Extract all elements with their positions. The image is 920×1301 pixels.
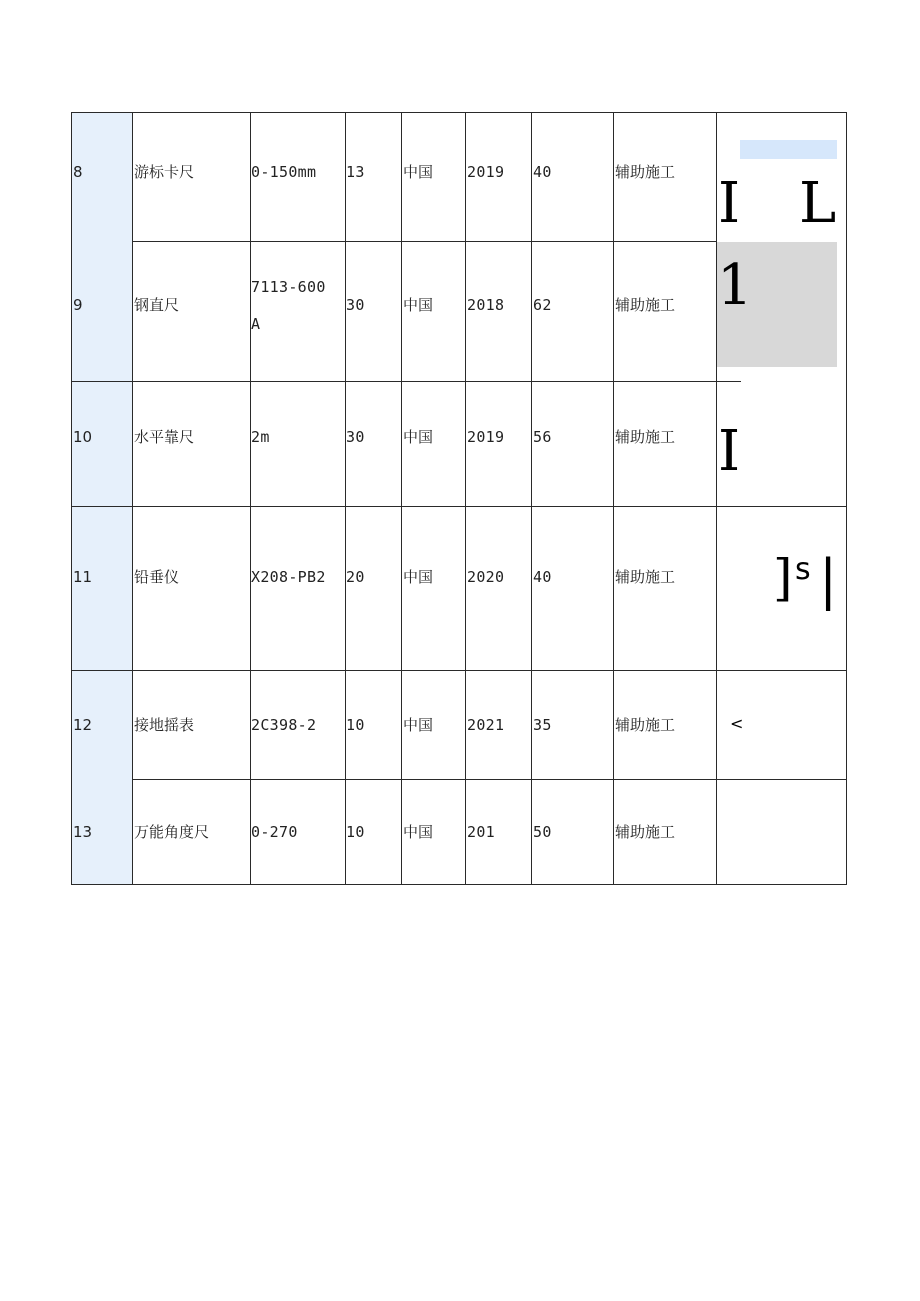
highlight-bar xyxy=(740,140,837,159)
col-divider xyxy=(401,112,402,885)
col-divider xyxy=(250,112,251,885)
artifact-glyph: I xyxy=(718,419,741,484)
artifact-glyph: L xyxy=(799,171,837,236)
cell-name: 接地摇表 xyxy=(134,716,195,734)
artifact-glyph: < xyxy=(730,714,744,733)
artifact-glyph: I xyxy=(718,171,741,236)
cell-origin: 中国 xyxy=(403,163,434,181)
cell-qty: 30 xyxy=(346,428,365,446)
row-divider xyxy=(71,381,717,382)
cell-origin: 中国 xyxy=(403,428,434,446)
cell-rate: 40 xyxy=(533,568,552,586)
cell-use: 辅助施工 xyxy=(615,163,676,181)
cell-name: 水平靠尺 xyxy=(134,428,195,446)
cell-no: 11 xyxy=(73,568,93,586)
artifact-glyph: 1 xyxy=(717,253,753,318)
cell-spec: 2m xyxy=(251,428,270,446)
col-divider xyxy=(531,112,532,885)
artifact-glyph: | xyxy=(819,548,838,611)
cell-use: 辅助施工 xyxy=(615,568,676,586)
cell-spec: 0-150mm xyxy=(251,163,317,181)
cell-qty: 20 xyxy=(346,568,365,586)
row-divider xyxy=(71,670,847,671)
cell-use: 辅助施工 xyxy=(615,716,676,734)
cell-qty: 30 xyxy=(346,296,365,314)
cell-year: 2019 xyxy=(467,163,505,181)
cell-name: 铅垂仪 xyxy=(134,568,180,586)
cell-year: 2021 xyxy=(467,716,505,734)
cell-year: 2019 xyxy=(467,428,505,446)
col-divider xyxy=(132,112,133,885)
row-divider xyxy=(132,241,716,242)
cell-no: 10 xyxy=(73,428,93,446)
col-divider xyxy=(716,112,717,885)
divider-stub xyxy=(717,381,741,382)
cell-rate: 35 xyxy=(533,716,552,734)
cell-no: 13 xyxy=(73,823,93,841)
cell-rate: 50 xyxy=(533,823,552,841)
cell-use: 辅助施工 xyxy=(615,296,676,314)
cell-rate: 62 xyxy=(533,296,552,314)
cell-spec: 7113-600 xyxy=(251,278,326,296)
cell-origin: 中国 xyxy=(403,716,434,734)
cell-qty: 10 xyxy=(346,716,365,734)
row-divider xyxy=(132,779,847,780)
cell-no: 9 xyxy=(73,296,83,314)
cell-origin: 中国 xyxy=(403,296,434,314)
cell-qty: 10 xyxy=(346,823,365,841)
cell-no: 8 xyxy=(73,163,83,181)
cell-spec: 0-270 xyxy=(251,823,298,841)
col-divider xyxy=(345,112,346,885)
cell-use: 辅助施工 xyxy=(615,823,676,841)
row-number-column xyxy=(72,113,133,884)
row-divider xyxy=(71,506,847,507)
col-divider xyxy=(465,112,466,885)
artifact-glyph: ] xyxy=(773,549,793,607)
cell-spec: 2C398-2 xyxy=(251,716,317,734)
cell-spec: X208-PB2 xyxy=(251,568,326,586)
cell-origin: 中国 xyxy=(403,568,434,586)
cell-use: 辅助施工 xyxy=(615,428,676,446)
cell-year: 2018 xyxy=(467,296,505,314)
col-divider xyxy=(613,112,614,885)
cell-qty: 13 xyxy=(346,163,365,181)
cell-rate: 40 xyxy=(533,163,552,181)
cell-spec: A xyxy=(251,315,261,333)
cell-rate: 56 xyxy=(533,428,552,446)
cell-origin: 中国 xyxy=(403,823,434,841)
cell-no: 12 xyxy=(73,716,93,734)
cell-name: 钢直尺 xyxy=(134,296,180,314)
cell-name: 万能角度尺 xyxy=(134,823,210,841)
cell-year: 2020 xyxy=(467,568,505,586)
artifact-glyph: s xyxy=(795,552,811,587)
cell-name: 游标卡尺 xyxy=(134,163,195,181)
cell-year: 201 xyxy=(467,823,495,841)
